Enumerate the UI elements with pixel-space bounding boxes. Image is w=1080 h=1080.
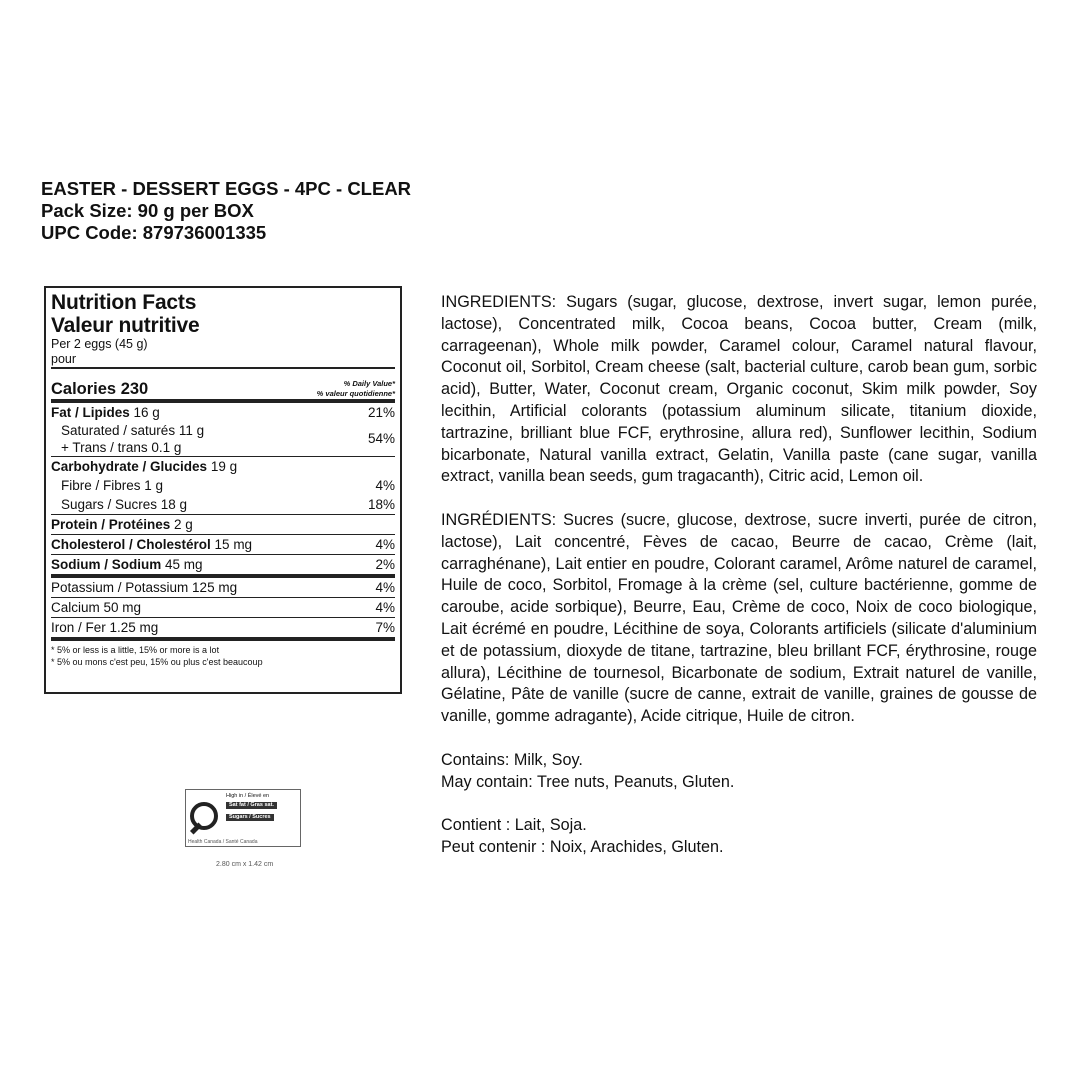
- nutrient-row-fibre: [51, 476, 395, 495]
- nutrient-pct: 18%: [367, 497, 395, 512]
- dv-en: % Daily Value*: [343, 379, 395, 388]
- nutrient-label: Fat / Lipides: [51, 405, 130, 420]
- product-title: EASTER - DESSERT EGGS - 4PC - CLEAR: [41, 178, 412, 199]
- nutrient-pct: 4%: [375, 600, 395, 615]
- product-header: [41, 178, 411, 244]
- ingredients-en: INGREDIENTS: Sugars (sugar, glucose, dextrose, invert sugar, lemon purée, lactose), Concentrated milk, Cocoa beans, Cocoa butter, Cream (milk, carrageenan), Whole milk powder, Caramel colour, Caramel natural flavour, Coconut oil, Sorbitol, Cream cheese (salt, bacterial culture, carob bean gum, sorbic acid), Butter, Water, Coconut cream, Organic coconut, Skim milk powder, Soy lecithin, Artificial colorants (potassium aluminum silicate, titanium dioxide, tartrazine, brilliant blue FCF, erythrosine, allura red), Sunflower lecithin, Sodium bicarbonate, Natural vanilla extract, Gelatin, Vanilla paste (cane sugar, vanilla extract, vanilla bean seeds, gum tragacanth), Citric acid, Lemon oil.: [441, 293, 1037, 486]
- symbol-dimensions: 2.80 cm x 1.42 cm: [216, 861, 274, 868]
- hc-high-in: High in / Élevé en: [226, 793, 270, 799]
- serving-size-fr: pour: [51, 352, 77, 366]
- nutrient-amount: 45 mg: [165, 557, 203, 572]
- nutrient-pct: 4%: [375, 580, 395, 595]
- nutrient-label: Carbohydrate / Glucides: [51, 459, 208, 474]
- nutrient-pct: 4%: [375, 537, 395, 552]
- nutrient-pct: 21%: [367, 405, 395, 420]
- may-contain-en: May contain: Tree nuts, Peanuts, Gluten.: [441, 772, 735, 791]
- nutrient-label: Saturated / saturés 11 g: [61, 423, 205, 438]
- nutrient-row-fat: [51, 403, 395, 422]
- footnote-en: * 5% or less is a little, 15% or more is a lot: [51, 645, 220, 655]
- nutrient-label: Calcium 50 mg: [51, 600, 142, 615]
- calories: Calories 230: [51, 380, 149, 398]
- nutrient-row-trans: [51, 431, 395, 456]
- nutrient-pct: 54%: [367, 431, 395, 446]
- nutrient-amount: 15 mg: [214, 537, 253, 552]
- footnote: [51, 644, 395, 668]
- nutrient-pct: 7%: [375, 620, 395, 635]
- nutrient-amount: 16 g: [133, 405, 160, 420]
- upc-code: UPC Code: 879736001335: [41, 222, 267, 243]
- pack-size: Pack Size: 90 g per BOX: [41, 200, 254, 221]
- may-contain-fr: Peut contenir : Noix, Arachides, Gluten.: [441, 837, 724, 856]
- nutrient-label: Cholesterol / Cholestérol: [51, 537, 211, 552]
- hc-footer: Health Canada / Santé Canada: [188, 839, 258, 845]
- nutrient-label: Iron / Fer 1.25 mg: [51, 620, 159, 635]
- nutrient-row-potassium: [51, 578, 395, 597]
- front-of-package-symbol: [185, 789, 301, 847]
- footnote-fr: * 5% ou mons c'est peu, 15% ou plus c'est beaucoup: [51, 657, 263, 667]
- ingredients-block: [441, 292, 1037, 859]
- nutrient-label: Sugars / Sucres 18 g: [61, 497, 188, 512]
- nutrition-facts-panel: [44, 286, 402, 694]
- nutrient-row-calcium: [51, 598, 395, 617]
- nutrient-row-carbohydrate: [51, 457, 395, 476]
- nutrient-label: Protein / Protéines: [51, 517, 171, 532]
- nutrient-row-iron: [51, 618, 395, 637]
- dv-fr: % valeur quotidienne*: [316, 389, 395, 398]
- contains-en: Contains: Milk, Soy.: [441, 750, 583, 769]
- nutrition-title-en: Nutrition Facts: [51, 291, 197, 314]
- nutrient-pct: 4%: [375, 478, 395, 493]
- nutrient-label: Potassium / Potassium 125 mg: [51, 580, 238, 595]
- nutrient-row-protein: [51, 515, 395, 534]
- hc-sat-fat: Sat fat / Gras sat.: [226, 802, 277, 809]
- nutrient-amount: 2 g: [174, 517, 193, 532]
- nutrient-pct: 2%: [375, 557, 395, 572]
- nutrient-row-sodium: [51, 555, 395, 574]
- ingredients-fr: INGRÉDIENTS: Sucres (sucre, glucose, dextrose, sucre inverti, purée de citron, lactose), Lait concentré, Fèves de cacao, Beurre de cacao, Crème (lait, carraghénane), Lait entier en poudre, Colorant caramel, Arôme naturel de caramel, Huile de coco, Sorbitol, Fromage à la crème (sel, culture bactérienne, gomme de caroube, acide sorbique), Beurre, Eau, Crème de coco, Noix de coco biologique, Lait écrémé en poudre, Lécithine de soya, Colorants artificiels (silicate d'aluminium et de potassium, dioxyde de titane, tartrazine, bleu brillant FCF, érythrosine, rouge allura), Lécithine de tournesol, Bicarbonate de sodium, Extrait naturel de vanille, Gélatine, Pâte de vanille (sucre de canne, extrait de vanille, graines de gousse de vanille, gomme adragante), Acide citrique, Huile de citron.: [441, 510, 1037, 726]
- nutrient-label: Fibre / Fibres 1 g: [61, 478, 164, 493]
- calories-row: [51, 371, 395, 399]
- nutrient-label: + Trans / trans 0.1 g: [61, 440, 182, 455]
- serving-size: Per 2 eggs (45 g): [51, 337, 148, 351]
- nutrient-label: Sodium / Sodium: [51, 557, 162, 572]
- nutrient-row-saturated: [51, 422, 395, 439]
- hc-sugars: Sugars / Sucres: [226, 814, 274, 821]
- daily-value-header: [317, 379, 395, 399]
- nutrient-row-cholesterol: [51, 535, 395, 554]
- nutrition-title-fr: Valeur nutritive: [51, 314, 200, 337]
- nutrient-row-sugars: [51, 495, 395, 514]
- contains-fr: Contient : Lait, Soja.: [441, 816, 587, 835]
- nutrient-amount: 19 g: [210, 459, 238, 474]
